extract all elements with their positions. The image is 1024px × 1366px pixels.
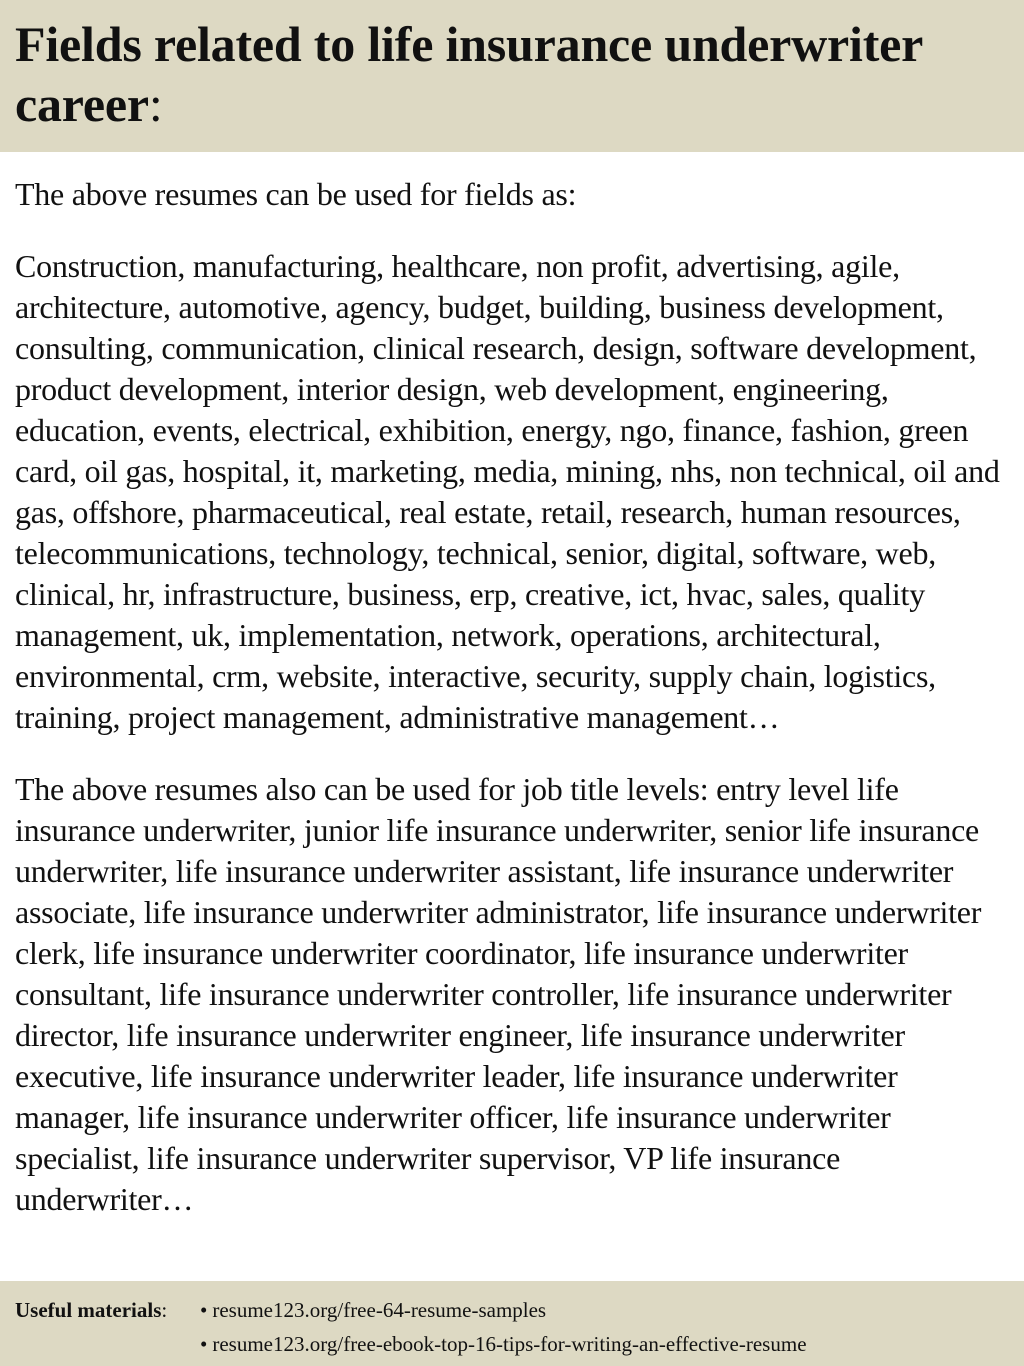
- intro-paragraph: The above resumes can be used for fields as:: [15, 176, 577, 212]
- resource-link[interactable]: resume123.org/free-64-resume-samples: [212, 1298, 547, 1322]
- page-title-text: Fields related to life insurance underwriter career: [15, 16, 923, 132]
- useful-materials-row-2: [15, 1327, 1015, 1361]
- job-levels-paragraph: The above resumes also can be used for job title levels: entry level life insurance underwriter, junior life insurance underwriter, senior life insurance underwriter, life insurance underwriter assistant, life insurance underwriter associate, life insurance underwriter administrator, life insurance underwriter clerk, life insurance underwriter coordinator, life insurance underwriter consultant, life insurance underwriter controller, life insurance underwriter director, life insurance underwriter engineer, life insurance underwriter executive, life insurance underwriter leader, life insurance underwriter manager, life insurance underwriter officer, life insurance underwriter specialist, life insurance underwriter supervisor, VP life insurance underwriter…: [15, 771, 982, 1217]
- useful-materials: [15, 1293, 1015, 1361]
- useful-materials-row-1: [15, 1293, 1015, 1327]
- footer-band: [0, 1281, 1024, 1366]
- page-title-colon: :: [148, 76, 163, 132]
- page-title: [15, 14, 1015, 134]
- fields-list-paragraph: Construction, manufacturing, healthcare, non profit, advertising, agile, architecture, automotive, agency, budget, building, business development, consulting, communication, clinical research, design, software development, product development, interior design, web development, engineering, education, events, electrical, exhibition, energy, ngo, finance, fashion, green card, oil gas, hospital, it, marketing, media, mining, nhs, non technical, oil and gas, offshore, pharmaceutical, real estate, retail, research, human resources, telecommunications, technology, technical, senior, digital, software, web, clinical, hr, infrastructure, business, erp, creative, ict, hvac, sales, quality management, uk, implementation, network, operations, architectural, environmental, crm, website, interactive, security, supply chain, logistics, training, project management, administrative management…: [15, 248, 1000, 735]
- bullet-icon: •: [200, 1298, 208, 1322]
- resource-link[interactable]: resume123.org/free-ebook-top-16-tips-for-writing-an-effective-resume: [212, 1332, 807, 1356]
- bullet-icon: •: [200, 1332, 208, 1356]
- useful-materials-label: Useful materials:: [15, 1298, 168, 1322]
- main-content: [15, 174, 1015, 1220]
- title-band: [0, 0, 1024, 152]
